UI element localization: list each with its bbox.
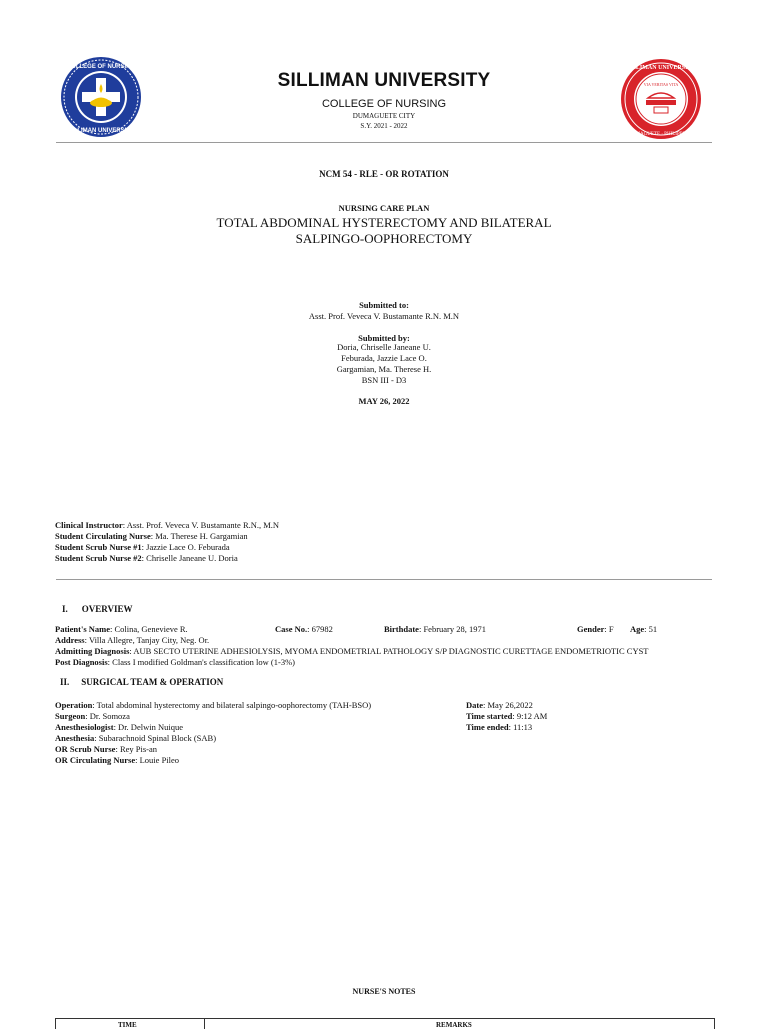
case-no: Case No.: 67982 bbox=[275, 624, 333, 634]
staff-row-scrub-2: Student Scrub Nurse #2: Chriselle Janeane U. Doria bbox=[55, 553, 238, 563]
or-circulating-nurse: OR Circulating Nurse: Louie Pileo bbox=[55, 755, 180, 765]
nurses-notes-title: NURSE'S NOTES bbox=[352, 987, 416, 996]
submitted-to-label: Submitted to: bbox=[359, 300, 409, 310]
header-divider bbox=[56, 142, 712, 143]
school-year: S.Y. 2021 - 2022 bbox=[360, 122, 408, 130]
university-name: SILLIMAN UNIVERSITY bbox=[277, 70, 491, 91]
anesthesia: Anesthesia: Subarachnoid Spinal Block (SAB) bbox=[55, 733, 217, 743]
time-ended: Time ended: 11:13 bbox=[466, 722, 533, 732]
operation: Operation: Total abdominal hysterectomy and bilateral salpingo-oophorectomy (TAH-BSO) bbox=[55, 700, 372, 710]
submitter-1: Doria, Chriselle Janeane U. bbox=[337, 342, 431, 352]
section-overview-heading: I. OVERVIEW bbox=[62, 604, 133, 614]
college-name: COLLEGE OF NURSING bbox=[321, 98, 447, 110]
plan-title-line2: SALPINGO-OOPHORECTOMY bbox=[295, 231, 473, 246]
surgeon: Surgeon: Dr. Somoza bbox=[55, 711, 130, 721]
svg-text:VIA VERITAS VITA: VIA VERITAS VITA bbox=[643, 82, 679, 87]
submitter-3: Gargamian, Ma. Therese H. bbox=[336, 364, 432, 374]
svg-text:SILLIMAN UNIVERSITY: SILLIMAN UNIVERSITY bbox=[626, 65, 696, 71]
submitter-2: Feburada, Jazzie Lace O. bbox=[341, 353, 427, 363]
svg-text:DUMAGUETE · PHILIPPINES: DUMAGUETE · PHILIPPINES bbox=[628, 132, 694, 137]
section-surgical-heading: II. SURGICAL TEAM & OPERATION bbox=[60, 677, 224, 687]
submitted-to: Asst. Prof. Veveca V. Bustamante R.N. M.N bbox=[308, 311, 460, 321]
submission-date: MAY 26, 2022 bbox=[358, 396, 410, 406]
post-diagnosis: Post Diagnosis: Class I modified Goldman's classification low (1-3%) bbox=[55, 657, 295, 667]
plan-title-line1: TOTAL ABDOMINAL HYSTERECTOMY AND BILATERAL bbox=[216, 215, 552, 230]
section: BSN III - D3 bbox=[361, 375, 407, 385]
staff-row-scrub-1: Student Scrub Nurse #1: Jazzie Lace O. Feburada bbox=[55, 542, 230, 552]
or-scrub-nurse: OR Scrub Nurse: Rey Pis-an bbox=[55, 744, 158, 754]
birthdate: Birthdate: February 28, 1971 bbox=[384, 624, 486, 634]
table-header-time: TIME bbox=[118, 1021, 137, 1029]
admitting-diagnosis: Admitting Diagnosis: AUB SECTO UTERINE ADHESIOLYSIS, MYOMA ENDOMETRIAL PATHOLOGY S/P DIAGNOSTIC CURETTAGE ENDOMETRIOTIC CYST bbox=[55, 646, 649, 656]
course-code: NCM 54 - RLE - OR ROTATION bbox=[319, 169, 449, 179]
svg-text:SILLIMAN UNIVERSITY: SILLIMAN UNIVERSITY bbox=[67, 128, 135, 134]
table-header-remarks: REMARKS bbox=[436, 1021, 472, 1029]
submitted-by-label: Submitted by: bbox=[358, 333, 410, 343]
patient-name: Patient's Name: Colina, Genevieve R. bbox=[55, 624, 188, 634]
address: Address: Villa Allegre, Tanjay City, Neg. Or. bbox=[55, 635, 210, 645]
operation-date: Date: May 26,2022 bbox=[466, 700, 533, 710]
section-divider bbox=[56, 579, 712, 580]
city: DUMAGUETE CITY bbox=[352, 112, 416, 120]
table-column-divider bbox=[204, 1019, 205, 1029]
staff-row-clinical-instructor: Clinical Instructor: Asst. Prof. Veveca V. Bustamante R.N., M.N bbox=[55, 520, 280, 530]
staff-row-circulating: Student Circulating Nurse: Ma. Therese H. Gargamian bbox=[55, 531, 248, 541]
gender: Gender: F bbox=[577, 624, 614, 634]
time-started: Time started: 9:12 AM bbox=[466, 711, 548, 721]
anesthesiologist: Anesthesiologist: Dr. Delwin Nuique bbox=[55, 722, 183, 732]
age: Age: 51 bbox=[630, 624, 658, 634]
svg-text:COLLEGE OF NURSING: COLLEGE OF NURSING bbox=[66, 64, 136, 70]
plan-label: NURSING CARE PLAN bbox=[338, 203, 430, 213]
